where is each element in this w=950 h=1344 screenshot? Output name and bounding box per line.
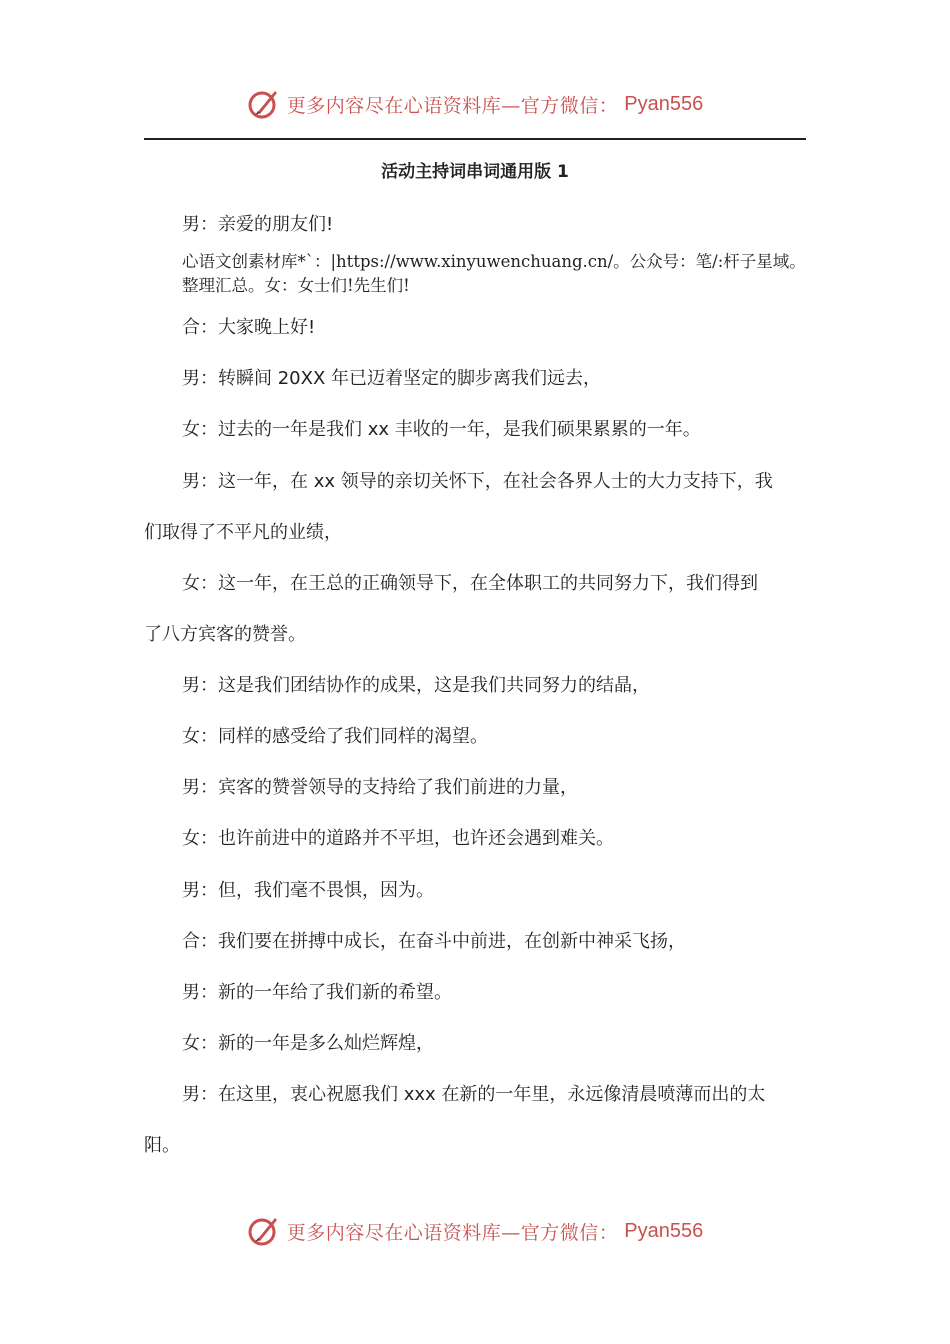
paragraph: 合：大家晚上好! [182,317,316,338]
paragraph: 们取得了不平凡的业绩， [144,522,342,543]
paragraph: 女：同样的感受给了我们同样的渴望。 [182,726,488,747]
paragraph: 男：这是我们团结协作的成果，这是我们共同努力的结晶， [182,675,650,696]
header-divider [144,138,806,140]
paragraph: 男：宾客的赞誉领导的支持给了我们前进的力量， [182,777,578,798]
paragraph: 了八方宾客的赞誉。 [144,624,306,645]
banner-brand: Pyan556 [624,92,704,115]
paragraph: 女：也许前进中的道路并不平坦，也许还会遇到难关。 [182,828,614,849]
document-title: 活动主持词串词通用版 1 [381,162,569,182]
banner-text: 更多内容尽在心语资料库—官方微信： [286,94,619,117]
paragraph: 女：这一年，在王总的正确领导下，在全体职工的共同努力下，我们得到 [182,573,758,594]
header-banner [0,84,950,124]
banner-brand: Pyan556 [624,1219,704,1242]
paragraph: 阳。 [144,1135,180,1156]
footer-banner [0,1211,950,1251]
quill-pen-logo-icon [247,1214,281,1248]
paragraph: 男：新的一年给了我们新的希望。 [182,982,452,1003]
paragraph: 心语文创素材库*`：|https://www.xinyuwenchuang.cn/。公众号：笔/:杆子星域。整理汇总。女：女士们!先生们! [182,252,806,295]
paragraph: 男：这一年，在 xx 领导的亲切关怀下，在社会各界人士的大力支持下，我 [182,471,773,492]
paragraph: 男：但，我们毫不畏惧，因为。 [182,880,434,901]
paragraph: 男：转瞬间 20XX 年已迈着坚定的脚步离我们远去， [182,368,602,389]
banner-text: 更多内容尽在心语资料库—官方微信： [286,1221,619,1244]
paragraph: 男：亲爱的朋友们! [182,214,334,235]
paragraph: 女：过去的一年是我们 xx 丰收的一年，是我们硕果累累的一年。 [182,419,701,440]
paragraph: 女：新的一年是多么灿烂辉煌， [182,1033,434,1054]
quill-pen-logo-icon [247,87,281,121]
paragraph: 合：我们要在拼搏中成长，在奋斗中前进，在创新中神采飞扬， [182,931,686,952]
paragraph: 男：在这里，衷心祝愿我们 xxx 在新的一年里，永远像清晨喷薄而出的太 [182,1084,766,1105]
